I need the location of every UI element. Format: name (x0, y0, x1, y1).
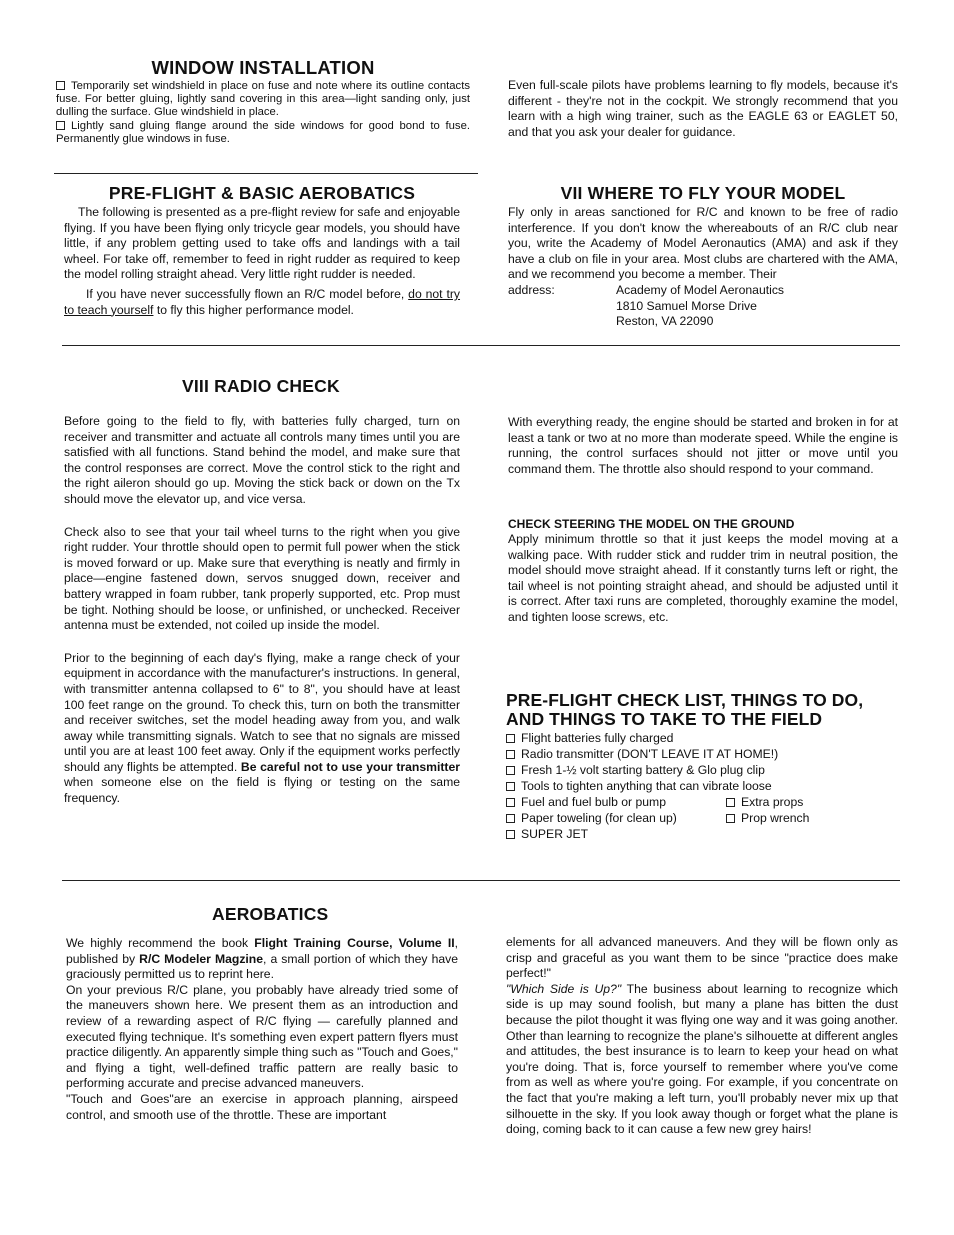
checkbox-icon[interactable] (56, 121, 65, 130)
steering-title: CHECK STEERING THE MODEL ON THE GROUND (508, 517, 795, 531)
checklist-item-label: Fuel and fuel bulb or pump (521, 795, 666, 809)
p1-e: , a small portion of which they have graciously permitted us to reprint here. (66, 951, 458, 982)
para-2-end: to fly this higher performance model. (153, 302, 354, 317)
address-line-2: 1810 Samuel Morse Drive (616, 298, 757, 313)
where-to-fly-title: VII WHERE TO FLY YOUR MODEL (560, 183, 846, 203)
checklist-item-label: Radio transmitter (DON'T LEAVE IT AT HOME!) (521, 747, 779, 761)
engine-run-text: With everything ready, the engine should be started and broken in for at least a tank or two at no more than moderate speed. While the engine is running, the control surfaces should not jitter or move until you command them. The throttle also should respond to your command. (508, 415, 898, 476)
aerobatics-para-3: "Touch and Goes"are an exercise in approach planning, airspeed control, and smooth use of the throttle. These are important (66, 1091, 458, 1122)
checklist-item-label: Paper toweling (for clean up) (521, 811, 677, 825)
radio-check-para-2: Check also to see that your tail wheel turns to the right when you give right rudder. Your throttle should open to permit full power when the stick is moved forward or up. Make sure that everything is neatly and firmly in place—engine fastened down, servos snugged down, receiver and battery wrapped in foam rubber, tank properly supported, etc. Prop must be tight. Nothing should be loose, or unfinished, or unchecked. Receiver antenna must be extended, not coiled up inside the model. (64, 524, 460, 633)
checklist-item-label: SUPER JET (521, 827, 589, 841)
checkbox-icon[interactable] (506, 814, 515, 823)
checklist-item-label: Flight batteries fully charged (521, 731, 674, 745)
preflight-aerobatics-para-2 (64, 287, 460, 318)
r2-rest: The business about learning to recognize which side is up may sound foolish, but many a plane has bitten the dust because the pilot thought it was flying one way and it was going another. Other than learning to recognize the plane's silhouette at different angles and attitudes, the best insurance is to learn to keep your head on what you're doing. That is, force yourself to remember where you've come from as well as where you're going. For example, if you concentrate on the fact that you're making a left turn, you'll probably never mix up that silhouette in the sky. If you look away though or forget what the plane is doing, coming back to it can cause a few new grey hairs! (506, 981, 898, 1137)
radio-check-title: VIII RADIO CHECK (182, 376, 340, 396)
checkbox-icon[interactable] (506, 766, 515, 775)
steering-section (508, 517, 898, 626)
checkbox-icon[interactable] (726, 798, 735, 807)
address-line-3: Reston, VA 22090 (616, 314, 714, 329)
preflight-aerobatics-section (64, 183, 460, 318)
checklist-title-line-1: PRE-FLIGHT CHECK LIST, THINGS TO DO, (506, 690, 864, 710)
checkbox-icon[interactable] (506, 782, 515, 791)
divider (54, 173, 478, 174)
checklist-side-item (726, 794, 803, 810)
checklist-item (506, 746, 900, 762)
window-installation-item-2-text: Lightly sand gluing flange around the side windows for good bond to fuse. Permanently glue windows in fuse. (56, 119, 470, 145)
window-installation-section (56, 58, 470, 146)
checklist-item (506, 810, 900, 826)
address-label: address: (508, 282, 555, 297)
p1-a: We highly recommend the book (66, 936, 255, 950)
para-2-underlined: do not try to teach yourself (64, 286, 461, 317)
checklist-item (506, 730, 900, 746)
steering-text: Apply minimum throttle so that it just keeps the model moving at a walking pace. With rudder stick and rudder trim in neutral position, the model should move straight ahead. If it constantly turns left or right, the tail wheel is not pointing straight ahead, and should be adjusted until it is correct. After taxi runs are completed, thoroughly examine the model, and tighten loose screws, etc. (508, 532, 898, 624)
aerobatics-title: AEROBATICS (212, 904, 329, 924)
radio-check-para-1: Before going to the field to fly, with batteries fully charged, turn on receiver and transmitter and actuate all controls many times until you are satisfied with all functions. Stand behind the model, and make sure that the control responses are correct. Move the control stick to the right and the right aileron should go up. Moving the stick back or down on the Tx should move the elevator up, and vice versa. (64, 414, 460, 506)
checkbox-icon[interactable] (506, 830, 515, 839)
checklist-side-item-label: Extra props (741, 795, 804, 809)
window-installation-item-1-text: Temporarily set windshield in place on fuse and note where its outline contacts fuse. For better gluing, lightly sand covering in this area—light sanding only, just dulling the surface. Glue windshield in place. (56, 80, 470, 119)
checklist-title-line-2: AND THINGS TO TAKE TO THE FIELD (506, 709, 823, 729)
checkbox-icon[interactable] (506, 734, 515, 743)
checklist-items (506, 730, 900, 842)
address-block (508, 283, 898, 330)
which-side-heading: "Which Side is Up?" (506, 981, 622, 996)
checkbox-icon[interactable] (56, 81, 65, 90)
checklist-item-label: Fresh 1-½ volt starting battery & Glo plug clip (521, 763, 765, 777)
engine-run-section (508, 415, 898, 477)
preflight-aerobatics-para-1-text: The following is presented as a pre-flight review for safe and enjoyable flying. If you have been flying only tricycle gear models, you should have little, if any problem getting used to take offs and landings with a tail wheel. For take off, remember to feed in right rudder as required to keep the model rolling straight ahead. Very little right rudder is needed. (64, 205, 460, 282)
address-line-1: Academy of Model Aeronautics (616, 282, 785, 297)
intro-right-section (508, 78, 898, 140)
para-3-end: when someone else on the field is flying or testing on the same frequency. (64, 775, 460, 806)
para-3-start: Prior to the beginning of each day's flying, make a range check of your equipment in accordance with the manufacturer's instructions. In general, with transmitter antenna collapsed to 6" to 8", you should have at least 100 feet range on the ground. To check this, turn on both the transmitter and receiver switches, set the model heading away from you, and walk away while transmitting signals. Watch to see that no signals are missed until you are at least 100 feet away. Only if the equipment works perfectly should any flights be attempted. (64, 650, 460, 774)
p1-c: , published by (66, 936, 458, 966)
checklist-side-item (726, 810, 809, 826)
para-2-start: If you have never successfully flown an R/C model before, (86, 286, 409, 301)
where-to-fly-section (508, 183, 898, 330)
checklist-item (506, 794, 900, 810)
window-installation-item-1 (56, 80, 470, 120)
checklist-item (506, 826, 900, 842)
publisher-name: R/C Modeler Magzine (139, 951, 264, 966)
checklist-section (506, 691, 900, 842)
intro-right-text: Even full-scale pilots have problems learning to fly models, because it's different - they're not in the cockpit. We strongly recommend that you learn with a high wing trainer, such as the EAGLE 63 or EAGLET 50, and that you ask your dealer for guidance. (508, 78, 898, 139)
checkbox-icon[interactable] (506, 750, 515, 759)
checkbox-icon[interactable] (726, 814, 735, 823)
aerobatics-section (66, 904, 458, 1123)
checklist-item (506, 762, 900, 778)
radio-check-section (64, 376, 460, 807)
aerobatics-right-para-2 (506, 982, 898, 1138)
checklist-item-label: Tools to tighten anything that can vibrate loose (521, 779, 772, 793)
book-title: Flight Training Course, Volume II (254, 936, 455, 950)
window-installation-item-2 (56, 120, 470, 146)
aerobatics-para-1 (66, 936, 458, 983)
preflight-aerobatics-para-1 (64, 205, 460, 283)
checklist-side-item-label: Prop wrench (741, 811, 810, 825)
where-to-fly-text: Fly only in areas sanctioned for R/C and known to be free of radio interference. If you don't know the whereabouts of an R/C club near you, write the Academy of Model Aeronautics (AMA) and ask if they have a club on file in your area. Most clubs are chartered with the AMA, and we recommend you become a member. Their (508, 205, 898, 282)
checklist-item (506, 778, 900, 794)
para-3-bold: Be careful not to use your transmitter (240, 759, 460, 774)
radio-check-para-3 (64, 651, 460, 807)
divider (62, 345, 900, 346)
address-lines (616, 283, 784, 330)
checkbox-icon[interactable] (506, 798, 515, 807)
aerobatics-right-para-1: elements for all advanced maneuvers. And they will be flown only as crisp and graceful as you want them to be since "practice does make perfect!" (506, 935, 898, 981)
aerobatics-para-2: On your previous R/C plane, you probably have already tried some of the maneuvers shown here. We present them as an introduction and review of a rewarding aspect of R/C flying — carefully planned and executed flying technique. It's something even expert pattern flyers must practice diligently. An apparently simple thing such as "Touch and Goes," and flying a tight, well-defined traffic pattern are really basic to performing accurate and precise advanced maneuvers. (66, 982, 458, 1091)
window-installation-title: WINDOW INSTALLATION (151, 57, 375, 78)
preflight-aerobatics-title: PRE-FLIGHT & BASIC AEROBATICS (108, 183, 416, 203)
divider (62, 880, 900, 881)
aerobatics-right-column (506, 935, 898, 1138)
